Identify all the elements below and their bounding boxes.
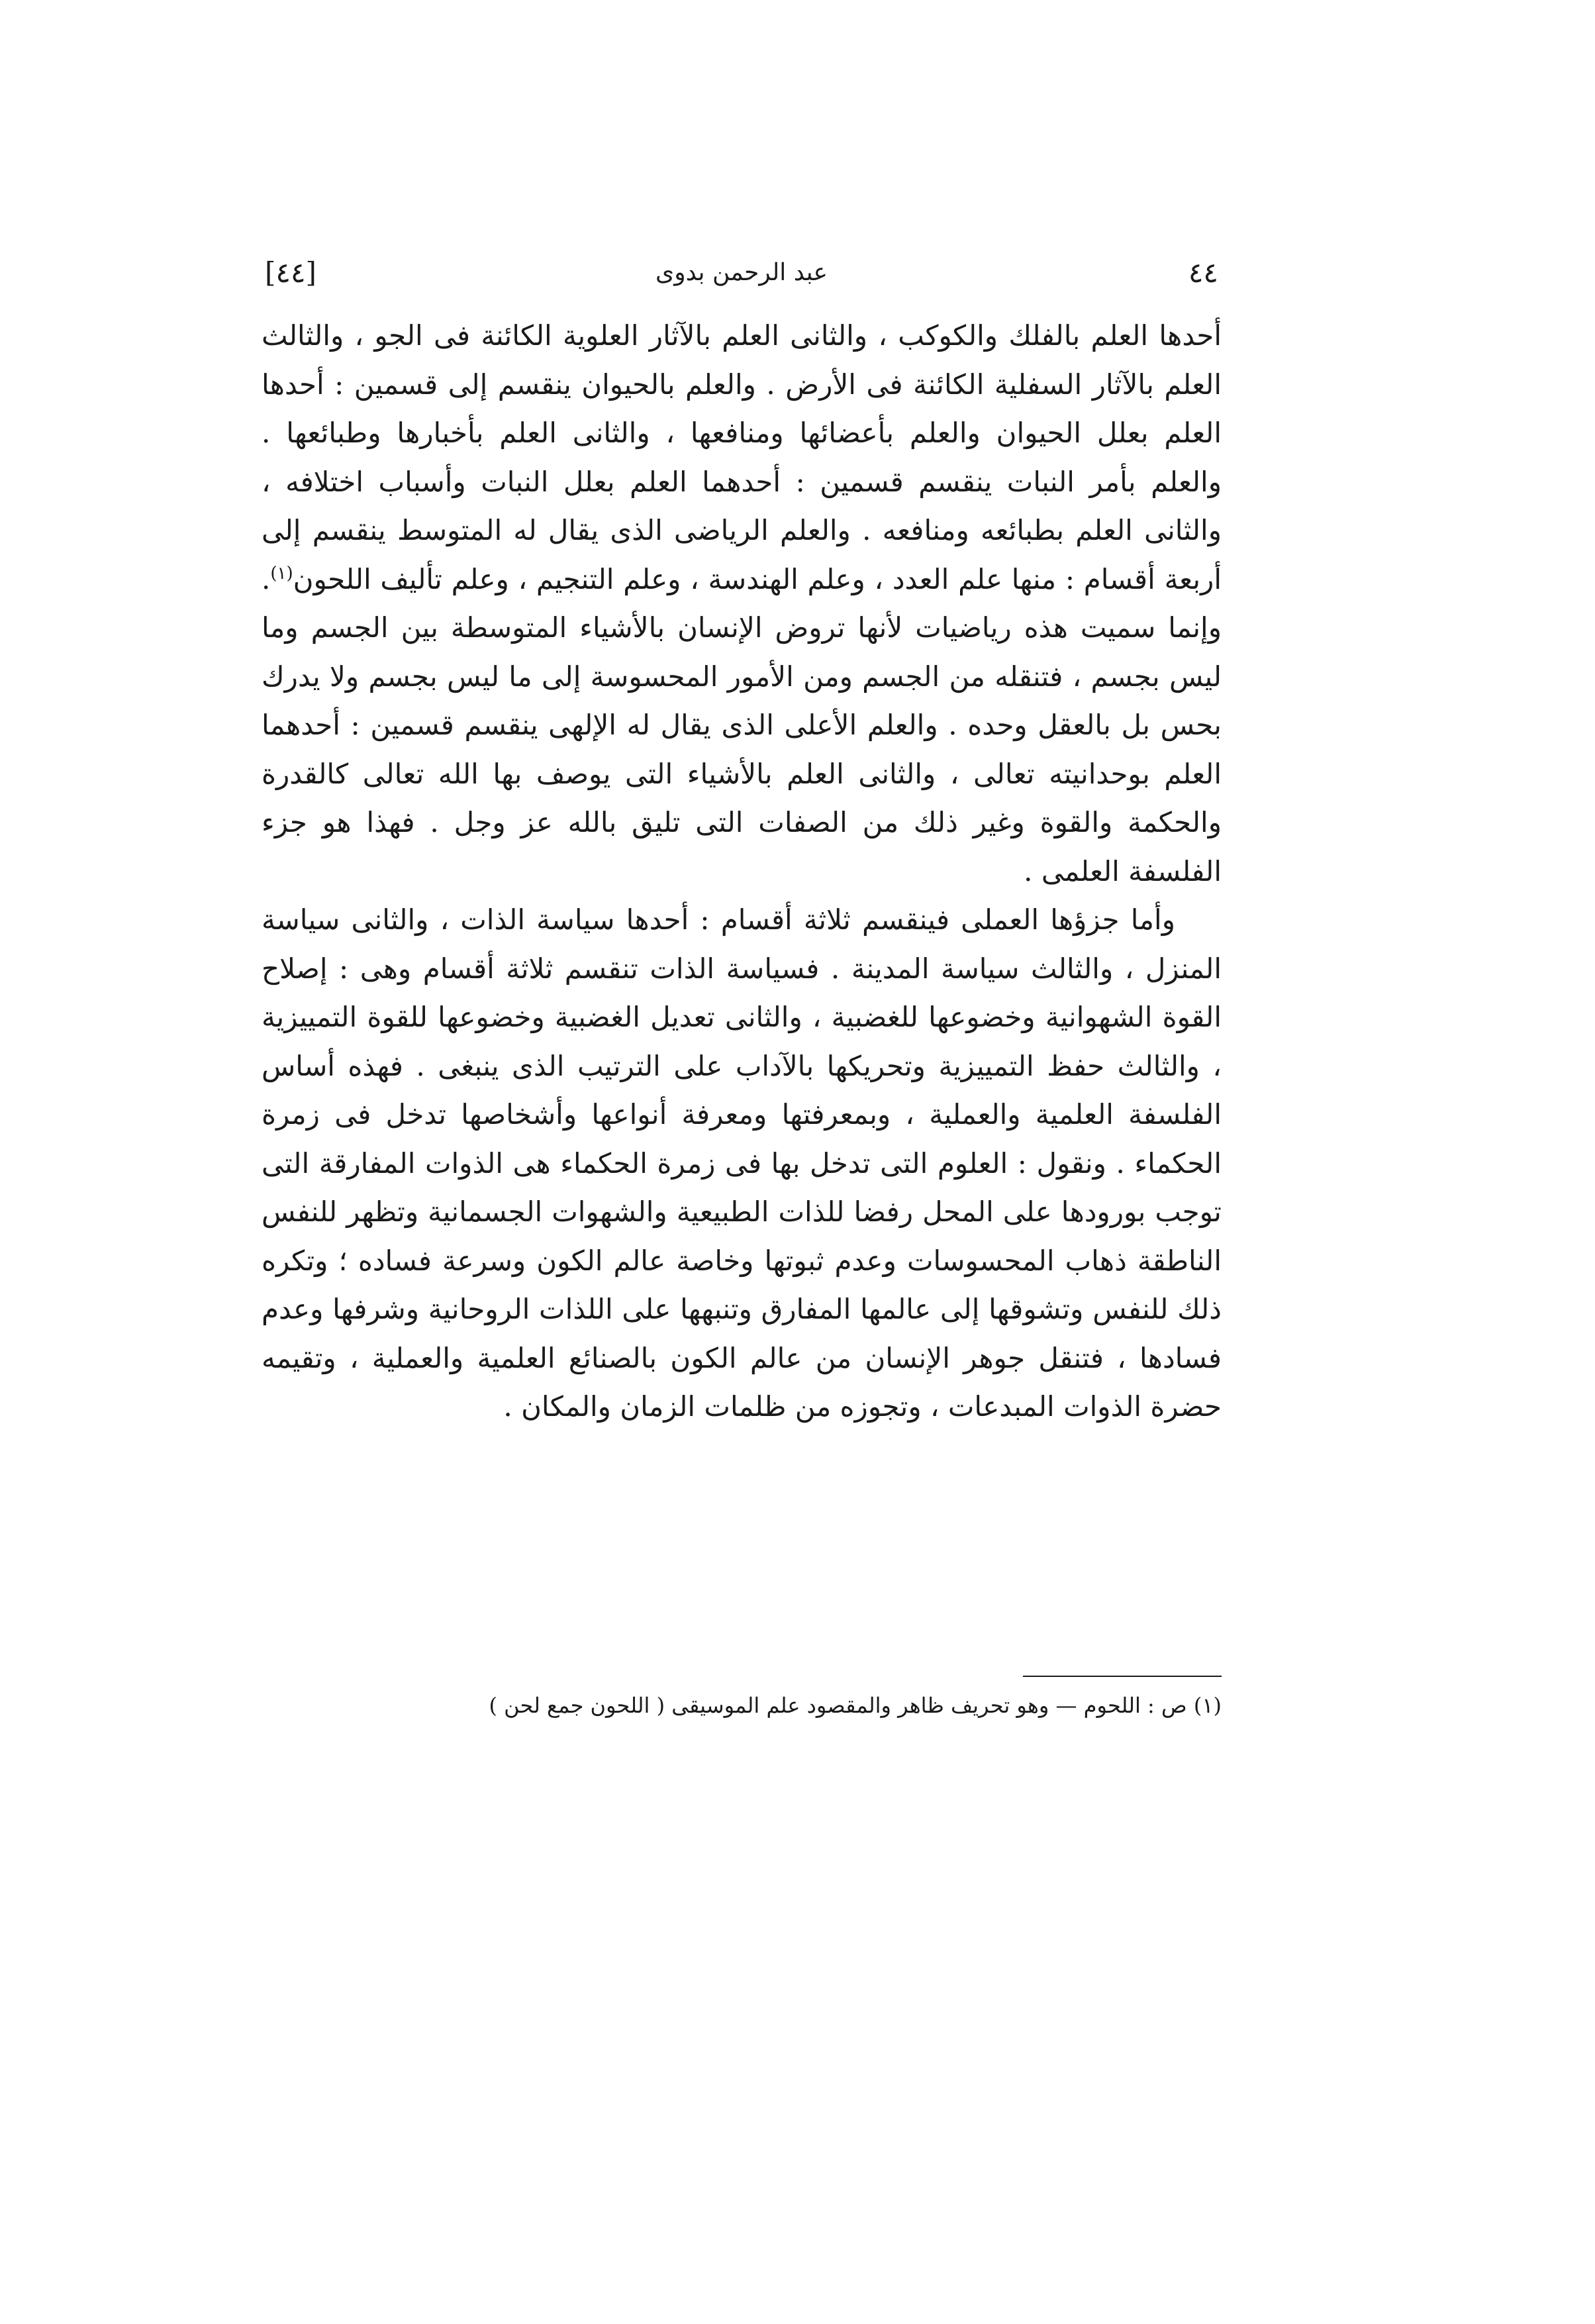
paragraph	[262, 311, 1222, 895]
page-header	[265, 253, 1218, 293]
running-title: عبد الرحمن بدوى	[655, 259, 828, 286]
paragraph-text: . وإنما سميت هذه رياضيات لأنها تروض الإنسان بالأشياء المتوسطة بين الجسم وما ليس بجسم ، فتنقله من الجسم ومن الأمور المحسوسة إلى ما ليس بجسم ولا يدرك بحس بل بالعقل وحده . والعلم الأعلى الذى يقال له الإلهى ينقسم قسمين : أحدهما العلم بوحدانيته تعالى ، والثانى العلم بالأشياء التى يوصف بها الله تعالى كالقدرة والحكمة والقوة وغير ذلك من الصفات التى تليق بالله عز وجل . فهذا هو جزء الفلسفة العلمى .	[262, 562, 1222, 887]
footnote-separator	[1023, 1676, 1222, 1677]
footnote-reference: (١)	[270, 563, 293, 583]
main-text	[262, 311, 1222, 1431]
page-number: ٤٤	[1188, 256, 1218, 289]
footnote: (١) ص : اللحوم — وهو تحريف ظاهر والمقصود علم الموسيقى ( اللحون جمع لحن )	[489, 1693, 1222, 1718]
folio-bracket-number: [٤٤]	[265, 256, 316, 289]
paragraph-text: أحدها العلم بالفلك والكوكب ، والثانى العلم بالآثار العلوية الكائنة فى الجو ، والثالث العلم بالآثار السفلية الكائنة فى الأرض . والعلم بالحيوان ينقسم إلى قسمين : أحدها العلم بعلل الحيوان والعلم بأعضائها ومنافعها ، والثانى العلم بأخبارها وطبائعها . والعلم بأمر النبات ينقسم قسمين : أحدهما العلم بعلل النبات وأسباب اختلافه ، والثانى العلم بطبائعه ومنافعه . والعلم الرياضى الذى يقال له المتوسط ينقسم إلى أربعة أقسام : منها علم العدد ، وعلم الهندسة ، وعلم التنجيم ، وعلم تأليف اللحون	[262, 319, 1222, 595]
paragraph: وأما جزؤها العملى فينقسم ثلاثة أقسام : أحدها سياسة الذات ، والثانى سياسة المنزل ، والثالث سياسة المدينة . فسياسة الذات تنقسم ثلاثة أقسام وهى : إصلاح القوة الشهوانية وخضوعها للغضبية ، والثانى تعديل الغضبية وخضوعها للقوة التمييزية ، والثالث حفظ التمييزية وتحريكها بالآداب على الترتيب الذى ينبغى . فهذه أساس الفلسفة العلمية والعملية ، وبمعرفتها ومعرفة أنواعها وأشخاصها تدخل فى زمرة الحكماء . ونقول : العلوم التى تدخل بها فى زمرة الحكماء هى الذوات المفارقة التى توجب بورودها على المحل رفضا للذات الطبيعية والشهوات الجسمانية وتظهر للنفس الناطقة ذهاب المحسوسات وعدم ثبوتها وخاصة عالم الكون وسرعة فساده ؛ وتكره ذلك للنفس وتشوقها إلى عالمها المفارق وتنبهها على اللذات الروحانية وشرفها وعدم فسادها ، فتنقل جوهر الإنسان من عالم الكون بالصنائع العلمية والعملية ، وتقيمه حضرة الذوات المبدعات ، وتجوزه من ظلمات الزمان والمكان .	[262, 903, 1222, 1423]
